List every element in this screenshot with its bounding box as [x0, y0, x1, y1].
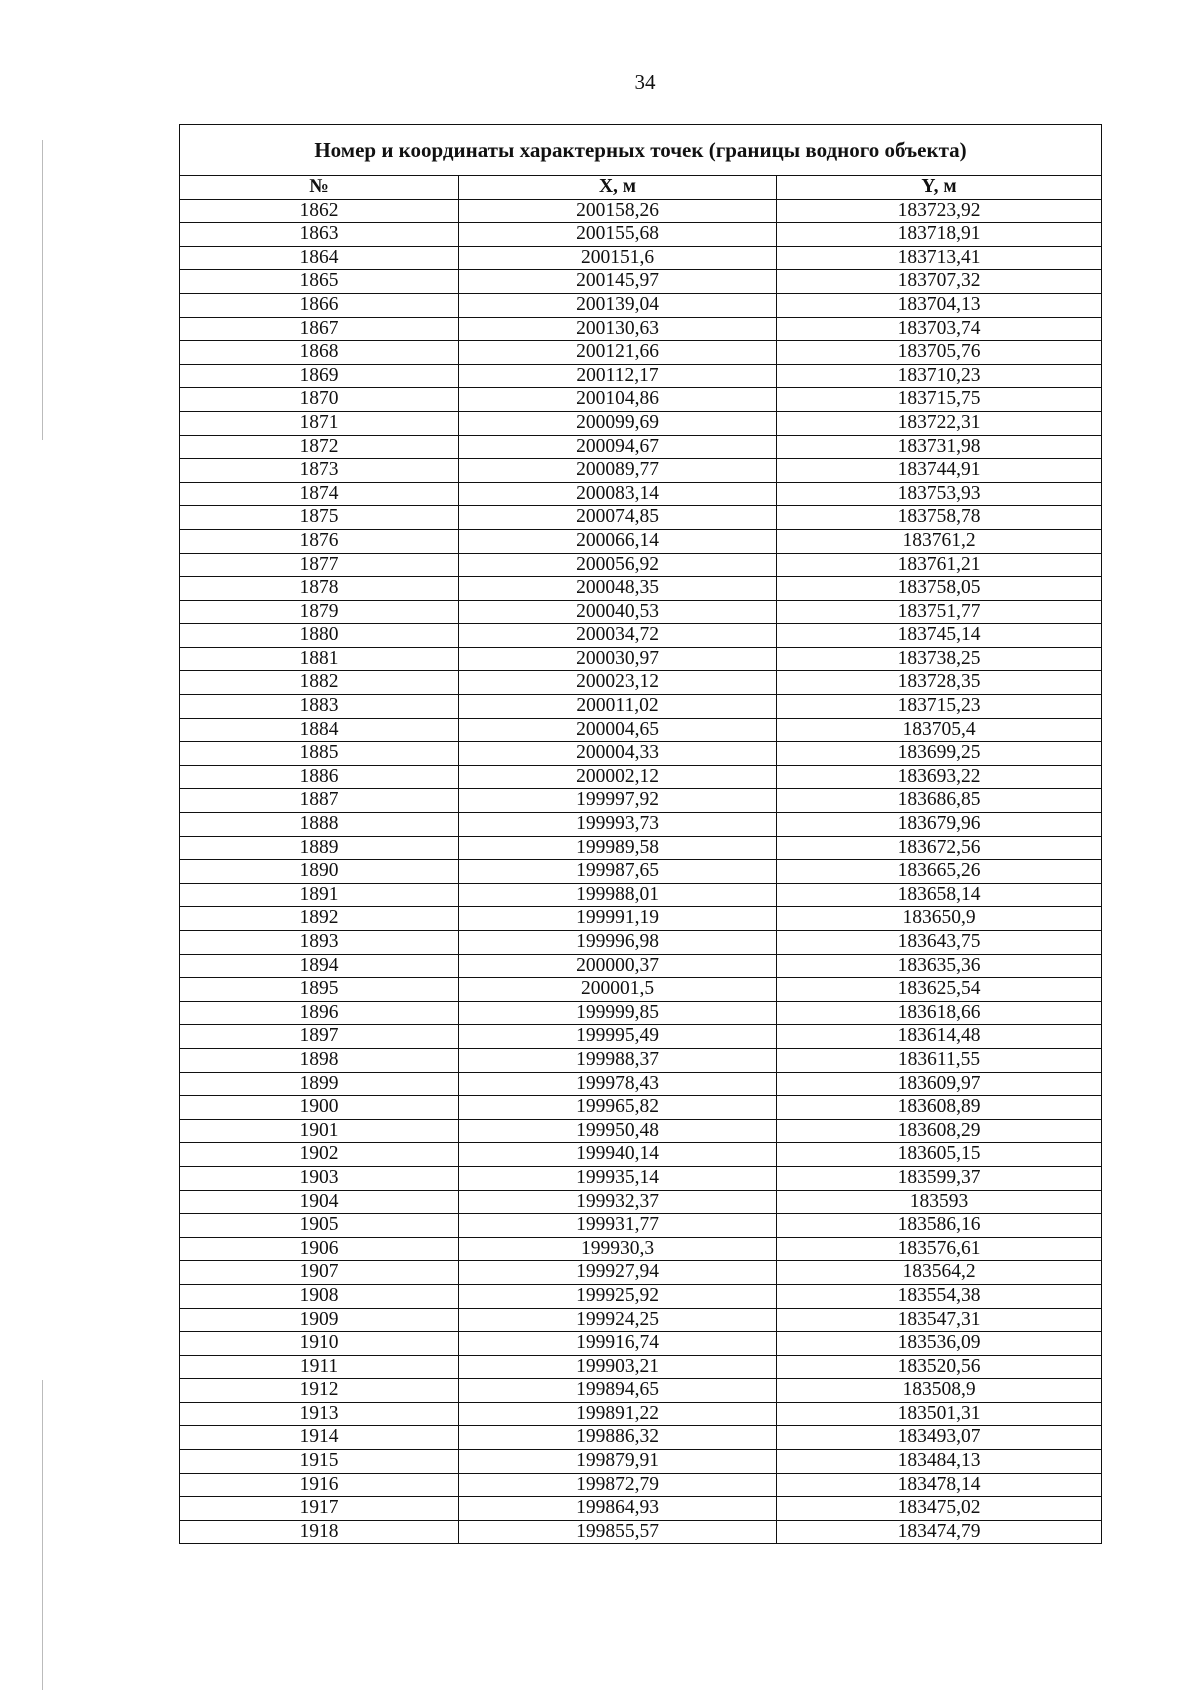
- table-row: [180, 624, 1102, 648]
- table-row: [180, 600, 1102, 624]
- point-number-cell: 1894: [180, 954, 459, 978]
- point-number-cell: 1908: [180, 1284, 459, 1308]
- y-coordinate-cell: 183484,13: [777, 1450, 1102, 1474]
- x-coordinate-cell: 200099,69: [459, 411, 777, 435]
- x-coordinate-cell: 199894,65: [459, 1379, 777, 1403]
- x-coordinate-cell: 199930,3: [459, 1237, 777, 1261]
- x-coordinate-cell: 199978,43: [459, 1072, 777, 1096]
- point-number-cell: 1873: [180, 459, 459, 483]
- table-row: [180, 718, 1102, 742]
- y-coordinate-cell: 183758,05: [777, 577, 1102, 601]
- point-number-cell: 1898: [180, 1048, 459, 1072]
- table-row: [180, 1473, 1102, 1497]
- table-row: [180, 1214, 1102, 1238]
- x-coordinate-cell: 199993,73: [459, 813, 777, 837]
- y-coordinate-cell: 183722,31: [777, 411, 1102, 435]
- point-number-cell: 1863: [180, 223, 459, 247]
- table-row: [180, 813, 1102, 837]
- point-number-cell: 1905: [180, 1214, 459, 1238]
- x-coordinate-cell: 199879,91: [459, 1450, 777, 1474]
- point-number-cell: 1902: [180, 1143, 459, 1167]
- point-number-cell: 1867: [180, 317, 459, 341]
- point-number-cell: 1884: [180, 718, 459, 742]
- table-row: [180, 270, 1102, 294]
- y-coordinate-cell: 183605,15: [777, 1143, 1102, 1167]
- y-coordinate-cell: 183554,38: [777, 1284, 1102, 1308]
- y-coordinate-cell: 183608,29: [777, 1119, 1102, 1143]
- table-row: [180, 1308, 1102, 1332]
- y-coordinate-cell: 183672,56: [777, 836, 1102, 860]
- table-row: [180, 317, 1102, 341]
- table-row: [180, 671, 1102, 695]
- point-number-cell: 1869: [180, 364, 459, 388]
- y-coordinate-cell: 183731,98: [777, 435, 1102, 459]
- y-coordinate-cell: 183614,48: [777, 1025, 1102, 1049]
- table-row: [180, 647, 1102, 671]
- table-row: [180, 954, 1102, 978]
- y-coordinate-cell: 183704,13: [777, 293, 1102, 317]
- point-number-cell: 1882: [180, 671, 459, 695]
- y-coordinate-cell: 183723,92: [777, 199, 1102, 223]
- table-row: [180, 1497, 1102, 1521]
- x-coordinate-cell: 199996,98: [459, 931, 777, 955]
- x-coordinate-cell: 199924,25: [459, 1308, 777, 1332]
- point-number-cell: 1913: [180, 1402, 459, 1426]
- y-coordinate-cell: 183474,79: [777, 1520, 1102, 1544]
- x-coordinate-cell: 200004,65: [459, 718, 777, 742]
- y-coordinate-cell: 183475,02: [777, 1497, 1102, 1521]
- table-row: [180, 1402, 1102, 1426]
- point-number-cell: 1868: [180, 341, 459, 365]
- table-row: [180, 1048, 1102, 1072]
- y-coordinate-cell: 183658,14: [777, 883, 1102, 907]
- x-coordinate-cell: 199891,22: [459, 1402, 777, 1426]
- point-number-cell: 1870: [180, 388, 459, 412]
- x-coordinate-cell: 200004,33: [459, 742, 777, 766]
- x-coordinate-cell: 199999,85: [459, 1001, 777, 1025]
- table-row: [180, 1520, 1102, 1544]
- table-row: [180, 459, 1102, 483]
- point-number-cell: 1895: [180, 978, 459, 1002]
- y-coordinate-cell: 183665,26: [777, 860, 1102, 884]
- point-number-cell: 1889: [180, 836, 459, 860]
- y-coordinate-cell: 183547,31: [777, 1308, 1102, 1332]
- table-row: [180, 482, 1102, 506]
- point-number-cell: 1907: [180, 1261, 459, 1285]
- page-number: 34: [634, 70, 656, 94]
- table-row: [180, 931, 1102, 955]
- table-row: [180, 836, 1102, 860]
- table-row: [180, 1426, 1102, 1450]
- point-number-cell: 1893: [180, 931, 459, 955]
- x-coordinate-cell: 199931,77: [459, 1214, 777, 1238]
- table-row: [180, 246, 1102, 270]
- y-coordinate-cell: 183715,23: [777, 695, 1102, 719]
- table-row: [180, 364, 1102, 388]
- x-coordinate-cell: 200139,04: [459, 293, 777, 317]
- table-row: [180, 435, 1102, 459]
- point-number-cell: 1878: [180, 577, 459, 601]
- y-coordinate-cell: 183693,22: [777, 765, 1102, 789]
- point-number-cell: 1883: [180, 695, 459, 719]
- x-coordinate-cell: 199988,01: [459, 883, 777, 907]
- point-number-cell: 1886: [180, 765, 459, 789]
- y-coordinate-cell: 183758,78: [777, 506, 1102, 530]
- x-coordinate-cell: 200158,26: [459, 199, 777, 223]
- point-number-cell: 1865: [180, 270, 459, 294]
- y-coordinate-cell: 183586,16: [777, 1214, 1102, 1238]
- point-number-cell: 1918: [180, 1520, 459, 1544]
- scan-margin-mark: [42, 140, 43, 440]
- table-row: [180, 1143, 1102, 1167]
- y-coordinate-cell: 183718,91: [777, 223, 1102, 247]
- y-coordinate-cell: 183599,37: [777, 1166, 1102, 1190]
- table-row: [180, 1166, 1102, 1190]
- table-row: [180, 223, 1102, 247]
- header-y: Y, м: [777, 176, 1102, 200]
- y-coordinate-cell: 183576,61: [777, 1237, 1102, 1261]
- point-number-cell: 1887: [180, 789, 459, 813]
- x-coordinate-cell: 199988,37: [459, 1048, 777, 1072]
- x-coordinate-cell: 199989,58: [459, 836, 777, 860]
- x-coordinate-cell: 200145,97: [459, 270, 777, 294]
- point-number-cell: 1874: [180, 482, 459, 506]
- y-coordinate-cell: 183699,25: [777, 742, 1102, 766]
- x-coordinate-cell: 199950,48: [459, 1119, 777, 1143]
- x-coordinate-cell: 199872,79: [459, 1473, 777, 1497]
- x-coordinate-cell: 199932,37: [459, 1190, 777, 1214]
- header-number: №: [180, 176, 459, 200]
- y-coordinate-cell: 183761,2: [777, 529, 1102, 553]
- point-number-cell: 1892: [180, 907, 459, 931]
- table-row: [180, 1379, 1102, 1403]
- y-coordinate-cell: 183493,07: [777, 1426, 1102, 1450]
- table-row: [180, 199, 1102, 223]
- point-number-cell: 1897: [180, 1025, 459, 1049]
- point-number-cell: 1911: [180, 1355, 459, 1379]
- point-number-cell: 1891: [180, 883, 459, 907]
- x-coordinate-cell: 199925,92: [459, 1284, 777, 1308]
- table-row: [180, 765, 1102, 789]
- point-number-cell: 1871: [180, 411, 459, 435]
- y-coordinate-cell: 183650,9: [777, 907, 1102, 931]
- x-coordinate-cell: 199916,74: [459, 1332, 777, 1356]
- x-coordinate-cell: 200083,14: [459, 482, 777, 506]
- point-number-cell: 1901: [180, 1119, 459, 1143]
- y-coordinate-cell: 183751,77: [777, 600, 1102, 624]
- y-coordinate-cell: 183679,96: [777, 813, 1102, 837]
- y-coordinate-cell: 183715,75: [777, 388, 1102, 412]
- point-number-cell: 1881: [180, 647, 459, 671]
- table-body: [180, 199, 1102, 1544]
- point-number-cell: 1899: [180, 1072, 459, 1096]
- y-coordinate-cell: 183686,85: [777, 789, 1102, 813]
- x-coordinate-cell: 200089,77: [459, 459, 777, 483]
- table-row: [180, 1355, 1102, 1379]
- point-number-cell: 1875: [180, 506, 459, 530]
- point-number-cell: 1866: [180, 293, 459, 317]
- x-coordinate-cell: 200066,14: [459, 529, 777, 553]
- point-number-cell: 1916: [180, 1473, 459, 1497]
- x-coordinate-cell: 200151,6: [459, 246, 777, 270]
- x-coordinate-cell: 200001,5: [459, 978, 777, 1002]
- point-number-cell: 1917: [180, 1497, 459, 1521]
- table-row: [180, 907, 1102, 931]
- x-coordinate-cell: 199855,57: [459, 1520, 777, 1544]
- y-coordinate-cell: 183611,55: [777, 1048, 1102, 1072]
- y-coordinate-cell: 183738,25: [777, 647, 1102, 671]
- y-coordinate-cell: 183520,56: [777, 1355, 1102, 1379]
- point-number-cell: 1910: [180, 1332, 459, 1356]
- table-row: [180, 293, 1102, 317]
- x-coordinate-cell: 200094,67: [459, 435, 777, 459]
- y-coordinate-cell: 183753,93: [777, 482, 1102, 506]
- x-coordinate-cell: 200112,17: [459, 364, 777, 388]
- y-coordinate-cell: 183710,23: [777, 364, 1102, 388]
- table-row: [180, 388, 1102, 412]
- y-coordinate-cell: 183705,76: [777, 341, 1102, 365]
- table-row: [180, 742, 1102, 766]
- x-coordinate-cell: 199864,93: [459, 1497, 777, 1521]
- y-coordinate-cell: 183705,4: [777, 718, 1102, 742]
- x-coordinate-cell: 199927,94: [459, 1261, 777, 1285]
- scan-margin-mark: [42, 1380, 43, 1690]
- table-row: [180, 411, 1102, 435]
- table-caption: Номер и координаты характерных точек (границы водного объекта): [180, 125, 1102, 176]
- point-number-cell: 1904: [180, 1190, 459, 1214]
- point-number-cell: 1903: [180, 1166, 459, 1190]
- x-coordinate-cell: 200002,12: [459, 765, 777, 789]
- point-number-cell: 1862: [180, 199, 459, 223]
- table-row: [180, 1072, 1102, 1096]
- x-coordinate-cell: 200130,63: [459, 317, 777, 341]
- x-coordinate-cell: 199940,14: [459, 1143, 777, 1167]
- x-coordinate-cell: 200048,35: [459, 577, 777, 601]
- table-row: [180, 1450, 1102, 1474]
- point-number-cell: 1880: [180, 624, 459, 648]
- point-number-cell: 1896: [180, 1001, 459, 1025]
- table-row: [180, 1237, 1102, 1261]
- table-row: [180, 883, 1102, 907]
- x-coordinate-cell: 200034,72: [459, 624, 777, 648]
- y-coordinate-cell: 183508,9: [777, 1379, 1102, 1403]
- header-x: X, м: [459, 176, 777, 200]
- point-number-cell: 1915: [180, 1450, 459, 1474]
- table-row: [180, 1261, 1102, 1285]
- x-coordinate-cell: 200023,12: [459, 671, 777, 695]
- table-row: [180, 1025, 1102, 1049]
- point-number-cell: 1909: [180, 1308, 459, 1332]
- table-row: [180, 789, 1102, 813]
- point-number-cell: 1906: [180, 1237, 459, 1261]
- y-coordinate-cell: 183609,97: [777, 1072, 1102, 1096]
- x-coordinate-cell: 200056,92: [459, 553, 777, 577]
- y-coordinate-cell: 183728,35: [777, 671, 1102, 695]
- table-row: [180, 553, 1102, 577]
- x-coordinate-cell: 200104,86: [459, 388, 777, 412]
- point-number-cell: 1864: [180, 246, 459, 270]
- y-coordinate-cell: 183761,21: [777, 553, 1102, 577]
- y-coordinate-cell: 183536,09: [777, 1332, 1102, 1356]
- y-coordinate-cell: 183625,54: [777, 978, 1102, 1002]
- point-number-cell: 1877: [180, 553, 459, 577]
- x-coordinate-cell: 199997,92: [459, 789, 777, 813]
- y-coordinate-cell: 183745,14: [777, 624, 1102, 648]
- y-coordinate-cell: 183608,89: [777, 1096, 1102, 1120]
- point-number-cell: 1890: [180, 860, 459, 884]
- y-coordinate-cell: 183707,32: [777, 270, 1102, 294]
- y-coordinate-cell: 183635,36: [777, 954, 1102, 978]
- point-number-cell: 1879: [180, 600, 459, 624]
- point-number-cell: 1888: [180, 813, 459, 837]
- table-row: [180, 506, 1102, 530]
- x-coordinate-cell: 200155,68: [459, 223, 777, 247]
- y-coordinate-cell: 183744,91: [777, 459, 1102, 483]
- y-coordinate-cell: 183713,41: [777, 246, 1102, 270]
- point-number-cell: 1912: [180, 1379, 459, 1403]
- table-row: [180, 1096, 1102, 1120]
- point-number-cell: 1914: [180, 1426, 459, 1450]
- point-number-cell: 1872: [180, 435, 459, 459]
- header-row: [180, 176, 1102, 200]
- table-row: [180, 1001, 1102, 1025]
- x-coordinate-cell: 199935,14: [459, 1166, 777, 1190]
- y-coordinate-cell: 183501,31: [777, 1402, 1102, 1426]
- table-row: [180, 529, 1102, 553]
- table-row: [180, 860, 1102, 884]
- x-coordinate-cell: 199987,65: [459, 860, 777, 884]
- point-number-cell: 1876: [180, 529, 459, 553]
- point-number-cell: 1900: [180, 1096, 459, 1120]
- y-coordinate-cell: 183593: [777, 1190, 1102, 1214]
- x-coordinate-cell: 199886,32: [459, 1426, 777, 1450]
- y-coordinate-cell: 183703,74: [777, 317, 1102, 341]
- table-row: [180, 695, 1102, 719]
- table-row: [180, 1284, 1102, 1308]
- x-coordinate-cell: 199991,19: [459, 907, 777, 931]
- x-coordinate-cell: 199965,82: [459, 1096, 777, 1120]
- table-row: [180, 577, 1102, 601]
- x-coordinate-cell: 200000,37: [459, 954, 777, 978]
- coordinates-table: [179, 124, 1102, 1544]
- x-coordinate-cell: 200074,85: [459, 506, 777, 530]
- y-coordinate-cell: 183564,2: [777, 1261, 1102, 1285]
- x-coordinate-cell: 199903,21: [459, 1355, 777, 1379]
- table-row: [180, 1332, 1102, 1356]
- table-row: [180, 341, 1102, 365]
- y-coordinate-cell: 183478,14: [777, 1473, 1102, 1497]
- y-coordinate-cell: 183618,66: [777, 1001, 1102, 1025]
- table-row: [180, 1190, 1102, 1214]
- y-coordinate-cell: 183643,75: [777, 931, 1102, 955]
- x-coordinate-cell: 199995,49: [459, 1025, 777, 1049]
- x-coordinate-cell: 200040,53: [459, 600, 777, 624]
- x-coordinate-cell: 200121,66: [459, 341, 777, 365]
- x-coordinate-cell: 200011,02: [459, 695, 777, 719]
- table-row: [180, 978, 1102, 1002]
- x-coordinate-cell: 200030,97: [459, 647, 777, 671]
- table-row: [180, 1119, 1102, 1143]
- point-number-cell: 1885: [180, 742, 459, 766]
